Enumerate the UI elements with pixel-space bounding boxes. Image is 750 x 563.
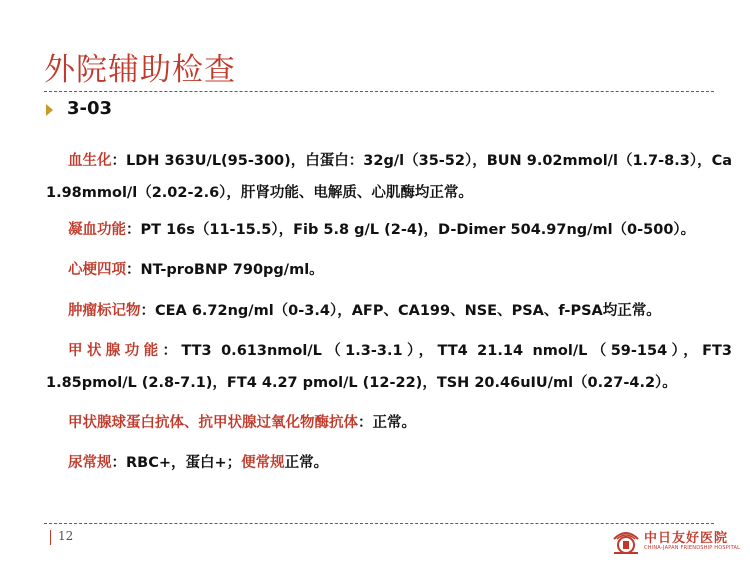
text-stool-routine: 正常。 xyxy=(284,455,329,471)
triangle-bullet-icon xyxy=(46,104,53,116)
paragraph-thyroid-function xyxy=(46,335,732,399)
label-tumor-markers: 肿瘤标记物 xyxy=(68,303,141,319)
text-blood-biochemistry: ：LDH 363U/L(95-300)，白蛋白：32g/l（35-52），BUN 9.02mmol/l（1.7-8.3），Ca 1.98mmol/l（2.02-2.6），肝肾功能、电解质、心肌酶均正常。 xyxy=(46,153,733,201)
case-number: 3-03 xyxy=(67,98,113,119)
hospital-logo xyxy=(608,524,741,558)
logo-name-en: CHINA-JAPAN FRIENDSHIP HOSPITAL xyxy=(644,545,741,551)
logo-name-cn: 中日友好医院 xyxy=(644,531,729,546)
text-thyroid-function: ：TT3 0.613nmol/L（1.3-3.1），TT4 21.14 nmol/L（59-154），FT3 1.85pmol/L (2.8-7.1)，FT4 4.27 pmol/L (12-22)，TSH 20.46uIU/ml（0.27-4.2）。 xyxy=(46,343,733,391)
paragraph-urine-stool xyxy=(46,447,732,479)
paragraph-thyroid-antibodies xyxy=(46,407,732,439)
label-coagulation: 凝血功能 xyxy=(68,222,126,238)
paragraph-coagulation xyxy=(46,214,732,246)
paragraph-blood-biochemistry xyxy=(46,145,732,209)
text-urine-routine: ：RBC+，蛋白+； xyxy=(111,455,242,471)
title-divider xyxy=(44,91,714,92)
label-cardiac-markers: 心梗四项 xyxy=(68,262,126,278)
label-stool-routine: 便常规 xyxy=(241,455,285,471)
slide-title: 外院辅助检查 xyxy=(44,52,236,88)
text-tumor-markers: ：CEA 6.72ng/ml（0-3.4），AFP、CA199、NSE、PSA、f-PSA均正常。 xyxy=(140,303,661,319)
label-thyroid-antibodies: 甲状腺球蛋白抗体、抗甲状腺过氧化物酶抗体 xyxy=(68,415,358,431)
paragraph-tumor-markers xyxy=(46,295,732,327)
label-thyroid-function: 甲状腺功能 xyxy=(68,343,163,359)
label-urine-routine: 尿常规 xyxy=(68,455,112,471)
paragraph-cardiac-markers xyxy=(46,254,732,286)
page-number: 12 xyxy=(58,529,74,543)
text-coagulation: ：PT 16s（11-15.5），Fib 5.8 g/L (2-4)，D-Dimer 504.97ng/ml（0-500）。 xyxy=(126,222,696,238)
text-cardiac-markers: ：NT-proBNP 790pg/ml。 xyxy=(126,262,324,278)
hospital-emblem-icon xyxy=(610,525,642,557)
text-thyroid-antibodies: ：正常。 xyxy=(358,415,416,431)
page-number-marker xyxy=(50,530,51,545)
label-blood-biochemistry: 血生化 xyxy=(68,153,112,169)
lab-results xyxy=(46,145,732,479)
